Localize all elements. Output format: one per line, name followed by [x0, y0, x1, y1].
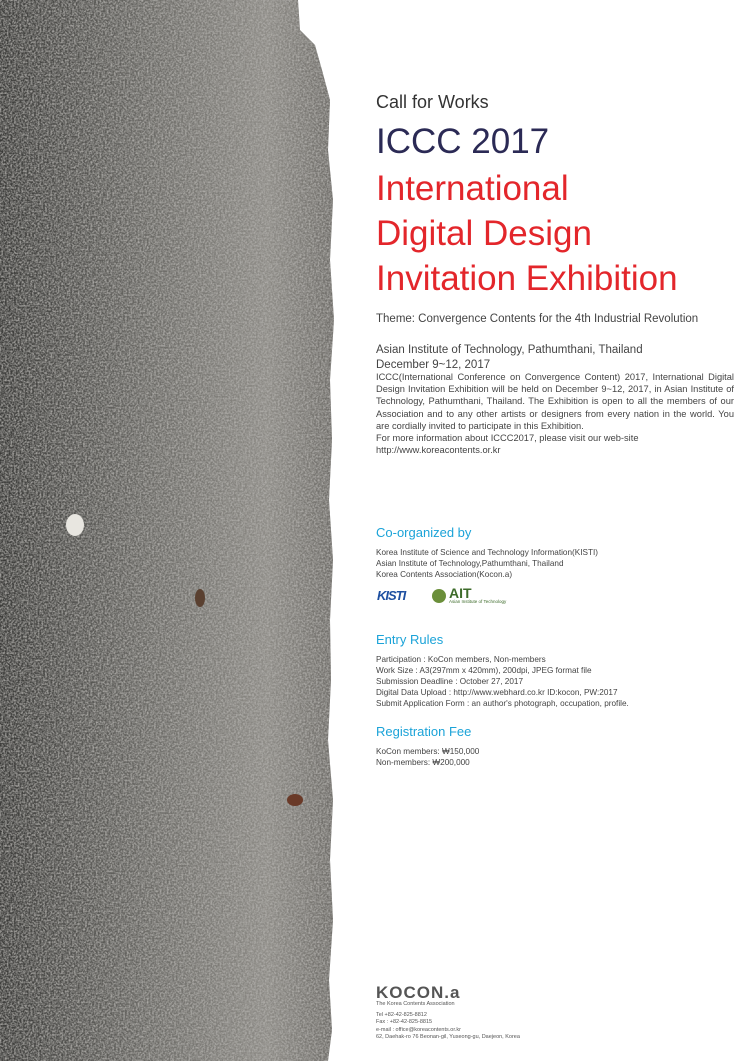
- coorganized-section: [376, 525, 598, 580]
- title-line: International: [376, 169, 569, 208]
- organizer: Korea Contents Association(Kocon.a): [376, 570, 513, 579]
- venue: [376, 343, 643, 373]
- entry-rules-section: [376, 632, 629, 709]
- organizer: Asian Institute of Technology,Pathumthani, Thailand: [376, 559, 564, 568]
- entry-rules-heading: Entry Rules: [376, 632, 444, 647]
- exhibition-title: [376, 166, 678, 301]
- title-line: Digital Design: [376, 214, 592, 253]
- contact-line: Fax : +82-42-825-8815: [376, 1019, 433, 1025]
- rule: Participation : KoCon members, Non-members: [376, 655, 546, 664]
- registration-fee-section: [376, 724, 479, 768]
- rule: Submission Deadline : October 27, 2017: [376, 677, 524, 686]
- rule: Work Size : A3(297mm x 420mm), 200dpi, JPEG format file: [376, 666, 592, 675]
- description-block: [376, 371, 734, 456]
- contact-line: Tel +82-42-825-8812: [376, 1011, 427, 1018]
- rule: Submit Application Form : an author's photograph, occupation, profile.: [376, 699, 629, 708]
- more-info: For more information about ICCC2017, please visit our web-site: [376, 433, 639, 444]
- org-name: The Korea Contents Association: [376, 1001, 455, 1007]
- kisti-logo: KISTI: [377, 588, 406, 603]
- fee: KoCon members: ₩150,000: [376, 747, 480, 756]
- venue-place: Asian Institute of Technology, Pathumthani, Thailand: [376, 344, 643, 356]
- kicker: Call for Works: [376, 92, 489, 112]
- coorganized-heading: Co-organized by: [376, 525, 472, 540]
- event-name: ICCC 2017: [376, 122, 550, 161]
- contact-line: e-mail : office@koreacontents.or.kr: [376, 1026, 461, 1033]
- contact-line: 62, Daehak-ro 76 Beonan-gil, Yuseong-gu, Daejeon, Korea: [376, 1034, 520, 1040]
- title-line: Invitation Exhibition: [376, 259, 678, 298]
- ait-logo: AIT Asian Institute of Technology: [432, 587, 506, 604]
- globe-icon: [432, 589, 446, 603]
- footer: [376, 1001, 520, 1042]
- registration-fee-heading: Registration Fee: [376, 724, 472, 739]
- description: ICCC(International Conference on Convergence Content) 2017, International Digital Design Invitation Exhibition will be held on December 9~12, 2017, in Asian Institute of Technology, Pathumthani, Thailand. The Exhibition is open to all the members of our Association and to any other artists or designers from every nation in the world. You are cordially invited to participate in this Exhibition.: [376, 372, 734, 431]
- rule: Digital Data Upload : http://www.webhard.co.kr ID:kocon, PW:2017: [376, 688, 618, 697]
- theme: Theme: Convergence Contents for the 4th Industrial Revolution: [376, 313, 699, 325]
- website-link[interactable]: http://www.koreacontents.or.kr: [376, 445, 501, 456]
- kocon-logo: KOCON.a: [376, 983, 461, 1002]
- stone-texture-image: [0, 0, 340, 1061]
- fee: Non-members: ₩200,000: [376, 758, 470, 767]
- organizer: Korea Institute of Science and Technology Information(KISTI): [376, 548, 598, 557]
- venue-dates: December 9~12, 2017: [376, 359, 491, 371]
